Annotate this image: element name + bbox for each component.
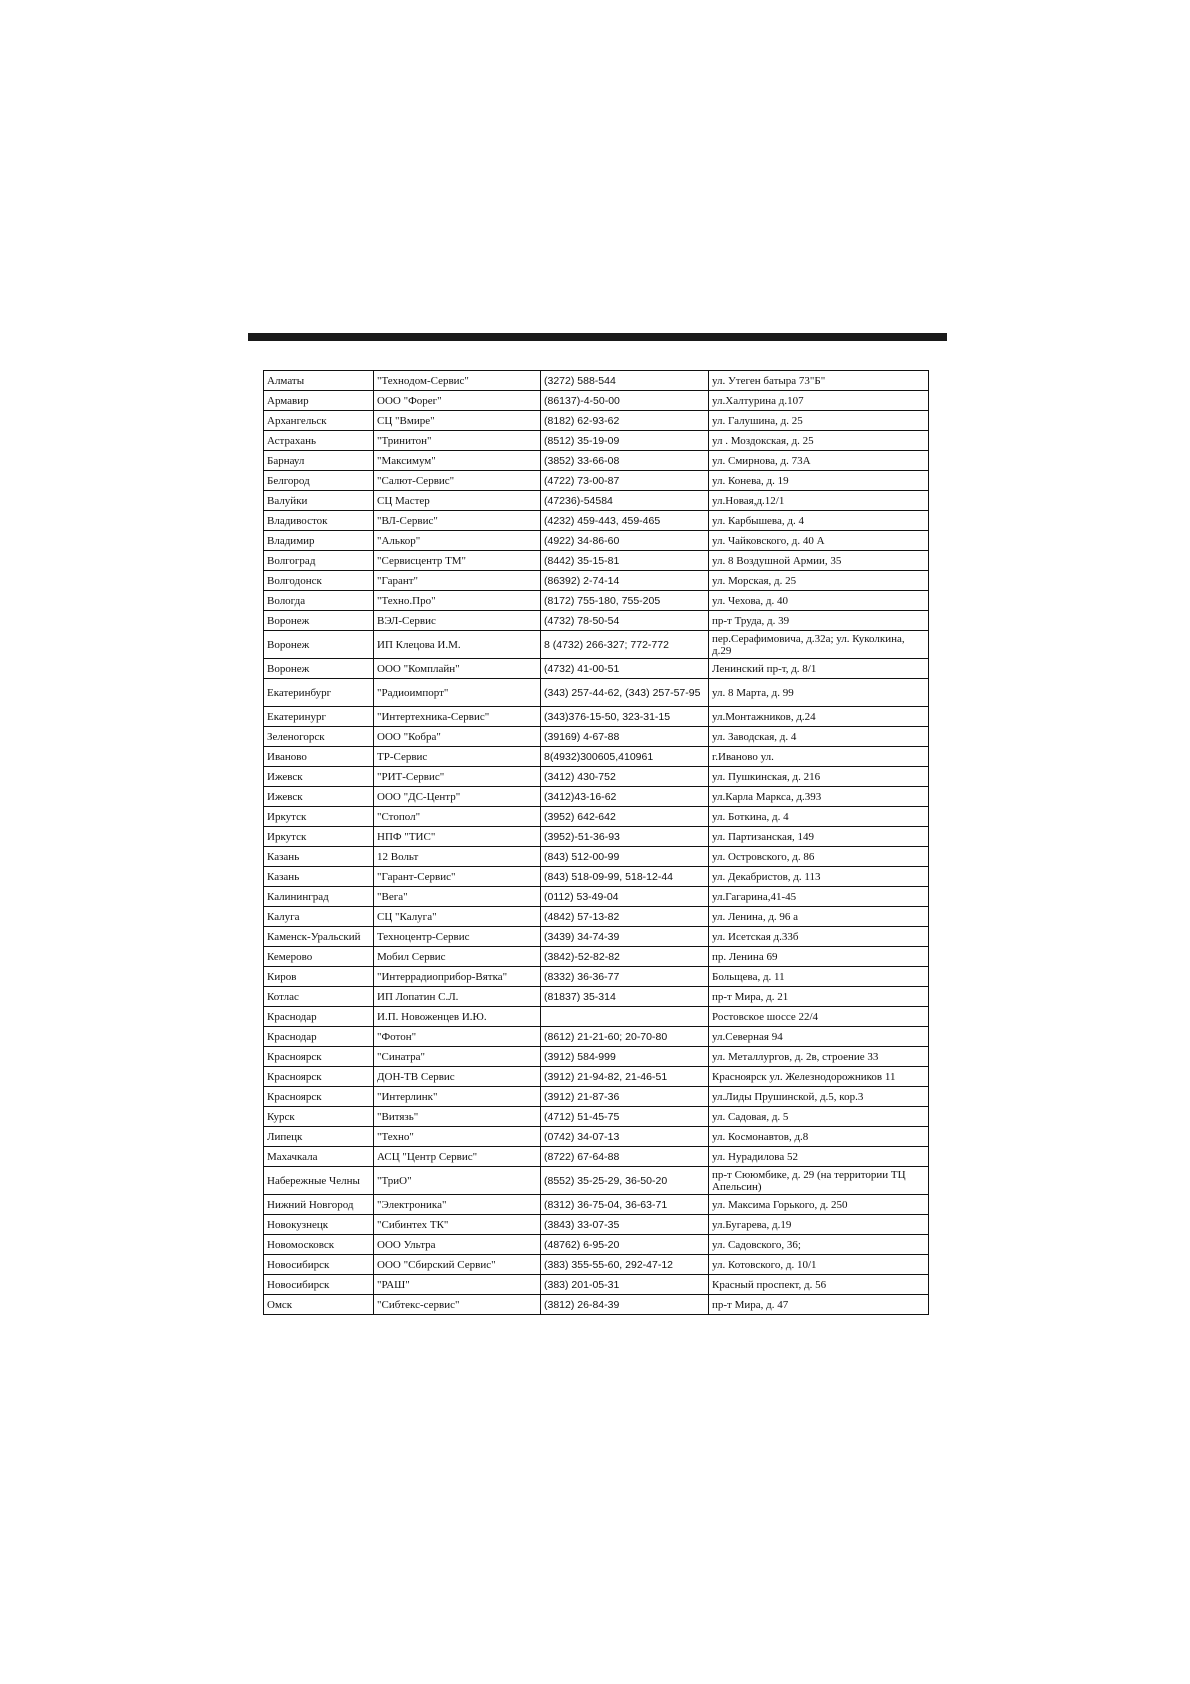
name-cell: ООО "Сбирский Сервис" — [374, 1255, 541, 1275]
phone-cell: (3272) 588-544 — [541, 371, 709, 391]
phone-cell: (8442) 35-15-81 — [541, 551, 709, 571]
city-cell: Иркутск — [264, 827, 374, 847]
phone-cell: (8552) 35-25-29, 36-50-20 — [541, 1167, 709, 1195]
city-cell: Владивосток — [264, 511, 374, 531]
name-cell: СЦ "Калуга" — [374, 907, 541, 927]
address-cell: ул. Декабристов, д. 113 — [709, 867, 929, 887]
city-cell: Новосибирск — [264, 1255, 374, 1275]
phone-cell: (343)376-15-50, 323-31-15 — [541, 707, 709, 727]
name-cell: ИП Лопатин С.Л. — [374, 987, 541, 1007]
address-cell: Больщева, д. 11 — [709, 967, 929, 987]
table-row — [264, 679, 929, 707]
table-row — [264, 1255, 929, 1275]
name-cell: "Салют-Сервис" — [374, 471, 541, 491]
table-row — [264, 1067, 929, 1087]
table-row — [264, 887, 929, 907]
address-cell: ул.Гагарина,41-45 — [709, 887, 929, 907]
phone-cell: (47236)-54584 — [541, 491, 709, 511]
table-row — [264, 471, 929, 491]
phone-cell: (39169) 4-67-88 — [541, 727, 709, 747]
phone-cell: (48762) 6-95-20 — [541, 1235, 709, 1255]
table-row — [264, 491, 929, 511]
table-row — [264, 511, 929, 531]
phone-cell: (3952) 642-642 — [541, 807, 709, 827]
phone-cell: (3843) 33-07-35 — [541, 1215, 709, 1235]
table-row — [264, 967, 929, 987]
city-cell: Армавир — [264, 391, 374, 411]
phone-cell: (3852) 33-66-08 — [541, 451, 709, 471]
table-row — [264, 927, 929, 947]
address-cell: ул. Ленина, д. 96 а — [709, 907, 929, 927]
phone-cell: (843) 518-09-99, 518-12-44 — [541, 867, 709, 887]
phone-cell: (8512) 35-19-09 — [541, 431, 709, 451]
name-cell: ООО "Кобра" — [374, 727, 541, 747]
address-cell: ул. Карбышева, д. 4 — [709, 511, 929, 531]
city-cell: Красноярск — [264, 1087, 374, 1107]
name-cell: "Фотон" — [374, 1027, 541, 1047]
phone-cell: (3412)43-16-62 — [541, 787, 709, 807]
phone-cell: (383) 355-55-60, 292-47-12 — [541, 1255, 709, 1275]
name-cell: "Радиоимпорт" — [374, 679, 541, 707]
phone-cell: 8(4932)300605,410961 — [541, 747, 709, 767]
address-cell: Красноярск ул. Железнодорожников 11 — [709, 1067, 929, 1087]
phone-cell: (343) 257-44-62, (343) 257-57-95 — [541, 679, 709, 707]
address-cell: ул.Халтурина д.107 — [709, 391, 929, 411]
address-cell: пр. Ленина 69 — [709, 947, 929, 967]
name-cell: "Витязь" — [374, 1107, 541, 1127]
address-cell: ул.Новая,д.12/1 — [709, 491, 929, 511]
table-row — [264, 451, 929, 471]
address-cell: г.Иваново ул. — [709, 747, 929, 767]
phone-cell: (8332) 36-36-77 — [541, 967, 709, 987]
city-cell: Каменск-Уральский — [264, 927, 374, 947]
city-cell: Воронеж — [264, 659, 374, 679]
table-row — [264, 531, 929, 551]
address-cell: ул.Северная 94 — [709, 1027, 929, 1047]
phone-cell: (383) 201-05-31 — [541, 1275, 709, 1295]
name-cell: "РАШ" — [374, 1275, 541, 1295]
table-row — [264, 431, 929, 451]
address-cell: ул. Космонавтов, д.8 — [709, 1127, 929, 1147]
city-cell: Екатеринбург — [264, 679, 374, 707]
phone-cell: (8612) 21-21-60; 20-70-80 — [541, 1027, 709, 1047]
address-cell: пр-т Труда, д. 39 — [709, 611, 929, 631]
name-cell: "Максимум" — [374, 451, 541, 471]
phone-cell: (3952)-51-36-93 — [541, 827, 709, 847]
name-cell: ООО "Комплайн" — [374, 659, 541, 679]
address-cell: Ростовское шоссе 22/4 — [709, 1007, 929, 1027]
address-cell: ул. 8 Марта, д. 99 — [709, 679, 929, 707]
table-row — [264, 1007, 929, 1027]
name-cell: "Техно.Про" — [374, 591, 541, 611]
phone-cell: (81837) 35-314 — [541, 987, 709, 1007]
table-row — [264, 631, 929, 659]
table-row — [264, 1047, 929, 1067]
phone-cell: (3842)-52-82-82 — [541, 947, 709, 967]
city-cell: Архангельск — [264, 411, 374, 431]
phone-cell: (4732) 78-50-54 — [541, 611, 709, 631]
address-cell: ул. Максима Горького, д. 250 — [709, 1195, 929, 1215]
name-cell: ТР-Сервис — [374, 747, 541, 767]
city-cell: Волгодонск — [264, 571, 374, 591]
name-cell: 12 Вольт — [374, 847, 541, 867]
city-cell: Краснодар — [264, 1027, 374, 1047]
address-cell: ул. Исетская д.33б — [709, 927, 929, 947]
phone-cell: (843) 512-00-99 — [541, 847, 709, 867]
address-cell: ул. Садовая, д. 5 — [709, 1107, 929, 1127]
name-cell: "Электроника" — [374, 1195, 541, 1215]
phone-cell: (4732) 41-00-51 — [541, 659, 709, 679]
city-cell: Новосибирск — [264, 1275, 374, 1295]
phone-cell: (8172) 755-180, 755-205 — [541, 591, 709, 611]
phone-cell: (8182) 62-93-62 — [541, 411, 709, 431]
city-cell: Красноярск — [264, 1047, 374, 1067]
city-cell: Махачкала — [264, 1147, 374, 1167]
phone-cell: (4722) 73-00-87 — [541, 471, 709, 491]
name-cell: ДОН-ТВ Сервис — [374, 1067, 541, 1087]
name-cell: "Гарант" — [374, 571, 541, 591]
address-cell: ул. Боткина, д. 4 — [709, 807, 929, 827]
city-cell: Вологда — [264, 591, 374, 611]
address-cell: ул. Чехова, д. 40 — [709, 591, 929, 611]
name-cell: "Гарант-Сервис" — [374, 867, 541, 887]
name-cell: "Сибтекс-сервис" — [374, 1295, 541, 1315]
city-cell: Новокузнецк — [264, 1215, 374, 1235]
table-row — [264, 1127, 929, 1147]
table-row — [264, 767, 929, 787]
header-rule — [248, 333, 947, 341]
name-cell: "Интертехника-Сервис" — [374, 707, 541, 727]
name-cell: ООО "ДС-Центр" — [374, 787, 541, 807]
table-row — [264, 1275, 929, 1295]
phone-cell: (86137)-4-50-00 — [541, 391, 709, 411]
city-cell: Красноярск — [264, 1067, 374, 1087]
address-cell: ул. Галушина, д. 25 — [709, 411, 929, 431]
name-cell: СЦ Мастер — [374, 491, 541, 511]
name-cell: НПФ "ТИС" — [374, 827, 541, 847]
name-cell: ООО "Форег" — [374, 391, 541, 411]
address-cell: ул. Металлургов, д. 2в, строение 33 — [709, 1047, 929, 1067]
address-cell: ул. Партизанская, 149 — [709, 827, 929, 847]
address-cell: ул. Смирнова, д. 73А — [709, 451, 929, 471]
city-cell: Липецк — [264, 1127, 374, 1147]
address-cell: ул. Котовского, д. 10/1 — [709, 1255, 929, 1275]
table-row — [264, 1215, 929, 1235]
table-row — [264, 659, 929, 679]
service-centers-table — [263, 370, 929, 1315]
address-cell: ул. Заводская, д. 4 — [709, 727, 929, 747]
name-cell: ВЭЛ-Сервис — [374, 611, 541, 631]
table-row — [264, 847, 929, 867]
address-cell: ул. Чайковского, д. 40 А — [709, 531, 929, 551]
table-row — [264, 907, 929, 927]
address-cell: ул.Карла Маркса, д.393 — [709, 787, 929, 807]
address-cell: пр-т Мира, д. 47 — [709, 1295, 929, 1315]
phone-cell: (86392) 2-74-14 — [541, 571, 709, 591]
table-row — [264, 571, 929, 591]
table-row — [264, 411, 929, 431]
address-cell: ул.Лиды Прушинской, д.5, кор.3 — [709, 1087, 929, 1107]
name-cell: "Сервисцентр ТМ" — [374, 551, 541, 571]
phone-cell: (3912) 21-94-82, 21-46-51 — [541, 1067, 709, 1087]
table-row — [264, 947, 929, 967]
city-cell: Екатеринург — [264, 707, 374, 727]
address-cell: пер.Серафимовича, д.32а; ул. Куколкина, д.29 — [709, 631, 929, 659]
name-cell: "Сибинтех ТК" — [374, 1215, 541, 1235]
address-cell: Ленинский пр-т, д. 8/1 — [709, 659, 929, 679]
city-cell: Ижевск — [264, 787, 374, 807]
table-row — [264, 707, 929, 727]
city-cell: Воронеж — [264, 631, 374, 659]
phone-cell: (8722) 67-64-88 — [541, 1147, 709, 1167]
table-row — [264, 1295, 929, 1315]
city-cell: Владимир — [264, 531, 374, 551]
name-cell: Мобил Сервис — [374, 947, 541, 967]
name-cell: "Техно" — [374, 1127, 541, 1147]
phone-cell: (0742) 34-07-13 — [541, 1127, 709, 1147]
table-row — [264, 371, 929, 391]
phone-cell — [541, 1007, 709, 1027]
city-cell: Калининград — [264, 887, 374, 907]
name-cell: ИП Клецова И.М. — [374, 631, 541, 659]
city-cell: Волгоград — [264, 551, 374, 571]
table-row — [264, 987, 929, 1007]
city-cell: Ижевск — [264, 767, 374, 787]
table-row — [264, 611, 929, 631]
name-cell: АСЦ "Центр Сервис" — [374, 1147, 541, 1167]
city-cell: Астрахань — [264, 431, 374, 451]
city-cell: Алматы — [264, 371, 374, 391]
table-row — [264, 807, 929, 827]
city-cell: Краснодар — [264, 1007, 374, 1027]
phone-cell: (3439) 34-74-39 — [541, 927, 709, 947]
table-row — [264, 867, 929, 887]
name-cell: "Алькор" — [374, 531, 541, 551]
name-cell: "РИТ-Сервис" — [374, 767, 541, 787]
address-cell: ул. Морская, д. 25 — [709, 571, 929, 591]
city-cell: Белгород — [264, 471, 374, 491]
table-row — [264, 1147, 929, 1167]
city-cell: Кемерово — [264, 947, 374, 967]
table-row — [264, 1235, 929, 1255]
phone-cell: (0112) 53-49-04 — [541, 887, 709, 907]
city-cell: Казань — [264, 847, 374, 867]
city-cell: Иваново — [264, 747, 374, 767]
city-cell: Нижний Новгород — [264, 1195, 374, 1215]
table-row — [264, 1087, 929, 1107]
phone-cell: (3912) 21-87-36 — [541, 1087, 709, 1107]
address-cell: ул. Конева, д. 19 — [709, 471, 929, 491]
name-cell: СЦ "Вмире" — [374, 411, 541, 431]
phone-cell: (4842) 57-13-82 — [541, 907, 709, 927]
name-cell: "Тринитон" — [374, 431, 541, 451]
phone-cell: (4712) 51-45-75 — [541, 1107, 709, 1127]
table-row — [264, 727, 929, 747]
address-cell: ул. Утеген батыра 73"Б" — [709, 371, 929, 391]
address-cell: пр-т Мира, д. 21 — [709, 987, 929, 1007]
city-cell: Набережные Челны — [264, 1167, 374, 1195]
phone-cell: (4922) 34-86-60 — [541, 531, 709, 551]
table-row — [264, 747, 929, 767]
table-row — [264, 1027, 929, 1047]
city-cell: Калуга — [264, 907, 374, 927]
table-row — [264, 591, 929, 611]
name-cell: Техноцентр-Сервис — [374, 927, 541, 947]
table-row — [264, 1107, 929, 1127]
phone-cell: (3812) 26-84-39 — [541, 1295, 709, 1315]
table-row — [264, 787, 929, 807]
address-cell: ул . Моздокская, д. 25 — [709, 431, 929, 451]
name-cell: "Вега" — [374, 887, 541, 907]
city-cell: Валуйки — [264, 491, 374, 511]
table-row — [264, 827, 929, 847]
phone-cell: (3412) 430-752 — [541, 767, 709, 787]
table-row — [264, 551, 929, 571]
name-cell: "ТриО" — [374, 1167, 541, 1195]
address-cell: ул. Островского, д. 86 — [709, 847, 929, 867]
address-cell: ул.Бугарева, д.19 — [709, 1215, 929, 1235]
name-cell: "Технодом-Сервис" — [374, 371, 541, 391]
address-cell: пр-т Сююмбике, д. 29 (на территории ТЦ Апельсин) — [709, 1167, 929, 1195]
city-cell: Казань — [264, 867, 374, 887]
address-cell: ул.Монтажников, д.24 — [709, 707, 929, 727]
city-cell: Курск — [264, 1107, 374, 1127]
city-cell: Киров — [264, 967, 374, 987]
table-row — [264, 391, 929, 411]
address-cell: ул. 8 Воздушной Армии, 35 — [709, 551, 929, 571]
name-cell: "ВЛ-Сервис" — [374, 511, 541, 531]
city-cell: Зеленогорск — [264, 727, 374, 747]
address-cell: Красный проспект, д. 56 — [709, 1275, 929, 1295]
city-cell: Омск — [264, 1295, 374, 1315]
table-row — [264, 1195, 929, 1215]
table-row — [264, 1167, 929, 1195]
city-cell: Воронеж — [264, 611, 374, 631]
name-cell: ООО Ультра — [374, 1235, 541, 1255]
name-cell: "Интерлинк" — [374, 1087, 541, 1107]
name-cell: "Синатра" — [374, 1047, 541, 1067]
address-cell: ул. Нурадилова 52 — [709, 1147, 929, 1167]
name-cell: И.П. Новоженцев И.Ю. — [374, 1007, 541, 1027]
address-cell: ул. Садовского, 36; — [709, 1235, 929, 1255]
city-cell: Барнаул — [264, 451, 374, 471]
city-cell: Иркутск — [264, 807, 374, 827]
phone-cell: (3912) 584-999 — [541, 1047, 709, 1067]
phone-cell: (4232) 459-443, 459-465 — [541, 511, 709, 531]
name-cell: "Интеррадиоприбор-Вятка" — [374, 967, 541, 987]
table-body — [264, 371, 929, 1315]
address-cell: ул. Пушкинская, д. 216 — [709, 767, 929, 787]
phone-cell: 8 (4732) 266-327; 772-772 — [541, 631, 709, 659]
name-cell: "Стопол" — [374, 807, 541, 827]
city-cell: Котлас — [264, 987, 374, 1007]
phone-cell: (8312) 36-75-04, 36-63-71 — [541, 1195, 709, 1215]
city-cell: Новомосковск — [264, 1235, 374, 1255]
